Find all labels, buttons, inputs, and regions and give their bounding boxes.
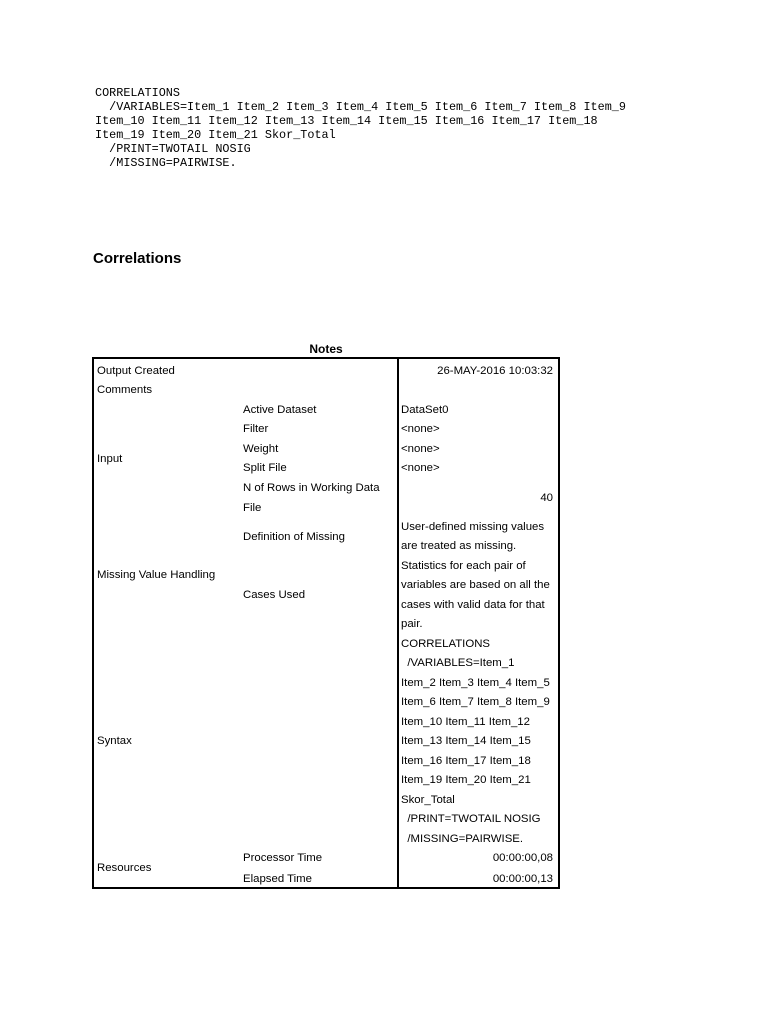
syntax-value-line: Item_19 Item_20 Item_21 [401, 774, 531, 786]
weight-value: <none> [401, 443, 440, 455]
syntax-line: /MISSING=PAIRWISE. [95, 156, 237, 170]
processor-time-value: 00:00:00,08 [492, 852, 553, 864]
comments-label: Comments [97, 384, 153, 396]
output-created-label: Output Created [97, 365, 175, 377]
split-file-label: Split File [243, 462, 287, 474]
cases-used-line: cases with valid data for that [401, 599, 545, 611]
elapsed-time-value: 00:00:00,13 [492, 873, 553, 885]
syntax-value-line: Item_2 Item_3 Item_4 Item_5 [401, 677, 550, 689]
definition-of-missing-line: User-defined missing values [401, 521, 545, 533]
active-dataset-value: DataSet0 [401, 404, 449, 416]
filter-value: <none> [401, 423, 440, 435]
cases-used-line: variables are based on all the [401, 579, 550, 591]
section-heading: Correlations [93, 250, 182, 267]
syntax-value-line: /MISSING=PAIRWISE. [401, 833, 524, 845]
syntax-label: Syntax [97, 735, 132, 747]
syntax-value-line: /VARIABLES=Item_1 [401, 657, 515, 669]
syntax-value-line: Item_13 Item_14 Item_15 [401, 735, 531, 747]
syntax-line: Item_10 Item_11 Item_12 Item_13 Item_14 Item_15 Item_16 Item_17 Item_18 [95, 114, 598, 128]
weight-label: Weight [243, 443, 279, 455]
n-rows-label: N of Rows in Working Data [243, 482, 380, 494]
output-created-value: 26-MAY-2016 10:03:32 [437, 365, 553, 377]
syntax-value-line: Item_10 Item_11 Item_12 [401, 716, 530, 728]
active-dataset-label: Active Dataset [243, 404, 317, 416]
notes-title: Notes [309, 342, 343, 356]
elapsed-time-label: Elapsed Time [243, 873, 313, 885]
definition-of-missing-line: are treated as missing. [401, 540, 517, 552]
syntax-value-line: /PRINT=TWOTAIL NOSIG [401, 813, 541, 825]
syntax-value-line: Skor_Total [401, 794, 455, 806]
filter-label: Filter [243, 423, 269, 435]
cases-used-line: pair. [401, 618, 423, 630]
syntax-line: /VARIABLES=Item_1 Item_2 Item_3 Item_4 Item_5 Item_6 Item_7 Item_8 Item_9 [95, 100, 626, 114]
split-file-value: <none> [401, 462, 440, 474]
cases-used-line: Statistics for each pair of [401, 560, 526, 572]
n-rows-label-cont: File [243, 502, 262, 514]
syntax-value-line: Item_16 Item_17 Item_18 [401, 755, 531, 767]
syntax-line: Item_19 Item_20 Item_21 Skor_Total [95, 128, 336, 142]
n-rows-value: 40 [540, 492, 553, 504]
syntax-value-line: Item_6 Item_7 Item_8 Item_9 [401, 696, 550, 708]
syntax-line: /PRINT=TWOTAIL NOSIG [95, 142, 251, 156]
missing-value-handling-label: Missing Value Handling [97, 569, 216, 581]
definition-of-missing-label: Definition of Missing [243, 531, 345, 543]
cases-used-label: Cases Used [243, 589, 306, 601]
column-divider [397, 359, 399, 887]
notes-table [92, 357, 560, 889]
processor-time-label: Processor Time [243, 852, 323, 864]
resources-label: Resources [97, 862, 152, 874]
input-label: Input [97, 453, 123, 465]
syntax-line: CORRELATIONS [95, 86, 180, 100]
syntax-value-line: CORRELATIONS [401, 638, 491, 650]
syntax-log [95, 86, 626, 170]
